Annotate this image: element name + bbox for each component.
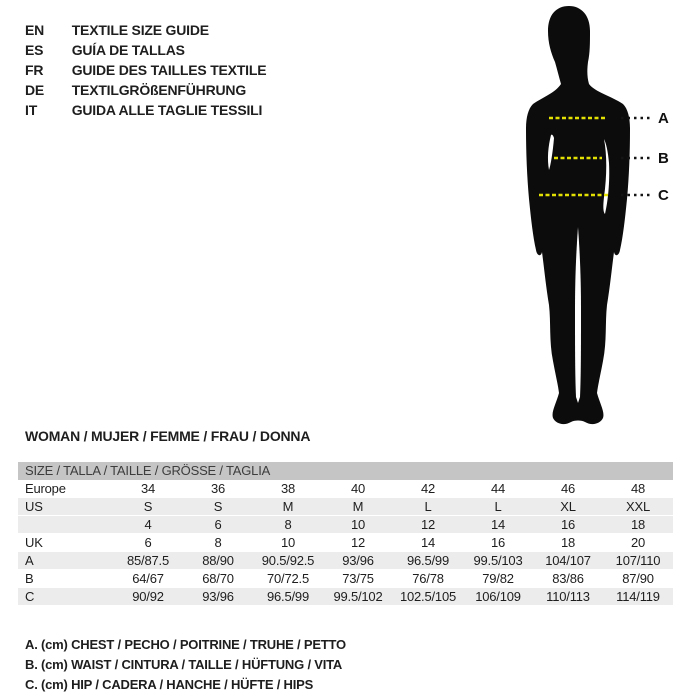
size-value: 107/110: [615, 553, 661, 568]
row-label: B: [25, 571, 34, 586]
size-value: 12: [350, 535, 366, 550]
language-code: EN: [25, 22, 45, 38]
size-value: 6: [144, 535, 152, 550]
size-value: 106/109: [475, 589, 521, 604]
language-title-list: [25, 20, 266, 120]
size-value: 14: [420, 535, 436, 550]
size-value: 85/87.5: [127, 553, 169, 568]
size-table-header: SIZE / TALLA / TAILLE / GRÖSSE / TAGLIA: [18, 462, 673, 480]
language-code: DE: [25, 82, 45, 98]
size-value: 14: [490, 517, 506, 532]
size-value: 42: [420, 481, 436, 496]
size-value: 102.5/105: [399, 589, 457, 604]
row-label: Europe: [25, 481, 66, 496]
size-value: 76/78: [412, 571, 444, 586]
size-value: 68/70: [202, 571, 234, 586]
table-row-chest: [18, 552, 673, 570]
marker-label-chest: A: [658, 110, 669, 127]
size-value: 16: [490, 535, 506, 550]
language-title-row: [25, 60, 266, 80]
size-value: 4: [144, 517, 152, 532]
size-value: M: [282, 499, 294, 514]
size-value: 48: [630, 481, 646, 496]
language-title-row: [25, 80, 266, 100]
guide-title: GUÍA DE TALLAS: [71, 42, 185, 58]
size-value: 90.5/92.5: [261, 553, 315, 568]
measurement-figure: [495, 5, 695, 430]
size-value: 104/107: [545, 553, 591, 568]
size-value: M: [352, 499, 364, 514]
legend-line-waist: B. (cm) WAIST / CINTURA / TAILLE / HÜFTUNG / VITA: [25, 657, 343, 672]
guide-title: GUIDA ALLE TAGLIE TESSILI: [71, 102, 263, 118]
size-value: XL: [560, 499, 576, 514]
size-value: 6: [214, 517, 222, 532]
table-row-uk: [18, 534, 673, 552]
table-row-us-numeric: [18, 516, 673, 534]
size-value: 40: [350, 481, 366, 496]
size-value: S: [143, 499, 153, 514]
size-value: 64/67: [132, 571, 164, 586]
size-value: 16: [560, 517, 576, 532]
guide-title: TEXTILGRÖßENFÜHRUNG: [71, 82, 247, 98]
size-value: 8: [214, 535, 222, 550]
language-code: IT: [25, 102, 38, 118]
size-value: L: [424, 499, 432, 514]
language-title-row: [25, 40, 266, 60]
size-value: 10: [280, 535, 296, 550]
section-title: WOMAN / MUJER / FEMME / FRAU / DONNA: [25, 428, 311, 444]
size-value: 10: [350, 517, 366, 532]
size-value: 70/72.5: [267, 571, 309, 586]
size-value: 88/90: [202, 553, 234, 568]
size-value: 90/92: [132, 589, 164, 604]
size-value: 18: [560, 535, 576, 550]
size-value: L: [494, 499, 502, 514]
size-value: 38: [280, 481, 296, 496]
language-code: FR: [25, 62, 44, 78]
row-label: [18, 516, 113, 533]
marker-label-waist: B: [658, 150, 669, 167]
size-value: XXL: [626, 499, 650, 514]
size-value: 96.5/99: [267, 589, 309, 604]
size-value: 46: [560, 481, 576, 496]
size-value: 34: [140, 481, 156, 496]
marker-label-hip: C: [658, 187, 669, 204]
size-value: S: [213, 499, 223, 514]
size-value: 87/90: [622, 571, 654, 586]
size-value: 99.5/102: [333, 589, 383, 604]
size-value: 83/86: [552, 571, 584, 586]
table-row-us-letter: [18, 498, 673, 516]
size-value: 96.5/99: [407, 553, 449, 568]
language-title-row: [25, 100, 266, 120]
size-value: 8: [284, 517, 292, 532]
table-row-europe: [18, 480, 673, 498]
size-value: 79/82: [482, 571, 514, 586]
legend-line-chest: A. (cm) CHEST / PECHO / POITRINE / TRUHE / PETTO: [25, 637, 346, 652]
language-code: ES: [25, 42, 44, 58]
row-label: UK: [25, 535, 43, 550]
language-title-row: [25, 20, 266, 40]
row-label: US: [25, 499, 43, 514]
size-value: 73/75: [342, 571, 374, 586]
size-value: 93/96: [342, 553, 374, 568]
size-value: 93/96: [202, 589, 234, 604]
size-value: 18: [630, 517, 646, 532]
row-label: A: [25, 553, 34, 568]
size-value: 12: [420, 517, 436, 532]
table-row-waist: [18, 570, 673, 588]
size-value: 44: [490, 481, 506, 496]
guide-title: TEXTILE SIZE GUIDE: [71, 22, 209, 38]
size-value: 114/119: [616, 589, 660, 604]
measurement-legend: [25, 635, 346, 695]
size-table: [18, 462, 673, 606]
size-value: 20: [630, 535, 646, 550]
row-label: C: [25, 589, 35, 604]
guide-title: GUIDE DES TAILLES TEXTILE: [71, 62, 267, 78]
size-value: 36: [210, 481, 226, 496]
size-value: 110/113: [546, 589, 590, 604]
legend-line-hip: C. (cm) HIP / CADERA / HANCHE / HÜFTE / HIPS: [25, 677, 314, 692]
table-row-hip: [18, 588, 673, 606]
size-value: 99.5/103: [473, 553, 523, 568]
